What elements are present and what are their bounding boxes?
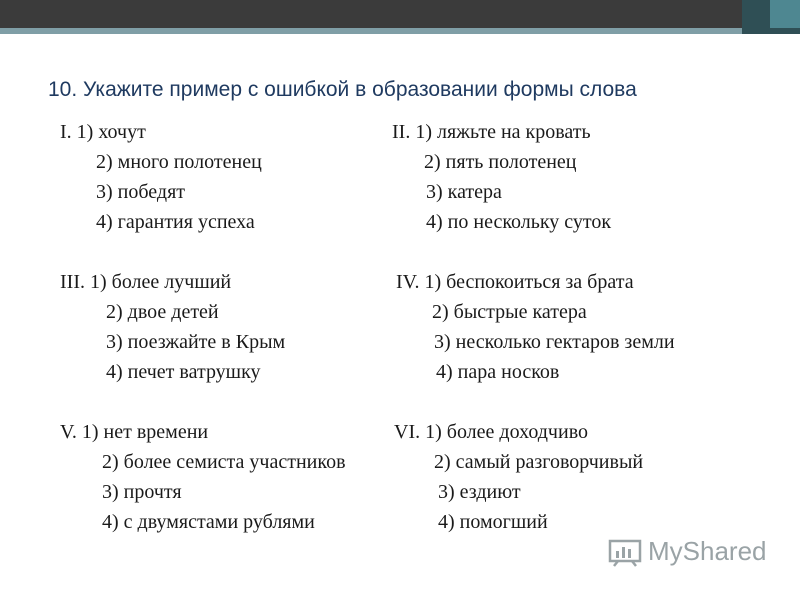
- logo-text: MyShared: [648, 536, 767, 566]
- block-5-line-3: 3) прочтя: [102, 481, 182, 503]
- block-4-line-1: IV. 1) беспокоиться за брата: [396, 271, 634, 293]
- block-4-line-2: 2) быстрые катера: [432, 301, 587, 323]
- header-accent-stripe: [0, 28, 800, 34]
- block-5-line-2: 2) более семиста участников: [102, 451, 346, 473]
- header-band: [0, 0, 800, 28]
- block-3-line-3: 3) поезжайте в Крым: [106, 331, 286, 353]
- block-2-line-1: II. 1) ляжьте на кровать: [392, 121, 591, 143]
- block-5-line-1: V. 1) нет времени: [60, 421, 209, 443]
- slide-title: 10. Укажите пример с ошибкой в образовании формы слова: [48, 78, 637, 101]
- corner-decoration-accent: [770, 0, 800, 28]
- block-6-line-4: 4) помогший: [438, 511, 548, 533]
- block-2-line-2: 2) пять полотенец: [424, 151, 577, 173]
- block-1-line-2: 2) много полотенец: [96, 151, 262, 173]
- block-5-line-4: 4) с двумястами рублями: [102, 511, 315, 533]
- block-2-line-3: 3) катера: [426, 181, 502, 203]
- block-6-line-1: VI. 1) более доходчиво: [394, 421, 588, 443]
- block-6-line-2: 2) самый разговорчивый: [434, 451, 644, 473]
- block-2-line-4: 4) по нескольку суток: [426, 211, 612, 233]
- block-4-line-3: 3) несколько гектаров земли: [434, 331, 675, 353]
- block-4-line-4: 4) пара носков: [436, 361, 560, 383]
- block-1-line-3: 3) победят: [96, 181, 186, 203]
- block-1-line-1: I. 1) хочут: [60, 121, 146, 143]
- myshared-logo: [608, 536, 767, 567]
- block-3-line-4: 4) печет ватрушку: [106, 361, 261, 383]
- block-3-line-1: III. 1) более лучший: [60, 271, 232, 293]
- myshared-logo-icon: [608, 537, 642, 567]
- block-3-line-2: 2) двое детей: [106, 301, 219, 323]
- block-1-line-4: 4) гарантия успеха: [96, 211, 255, 233]
- block-6-line-3: 3) ездиют: [438, 481, 521, 503]
